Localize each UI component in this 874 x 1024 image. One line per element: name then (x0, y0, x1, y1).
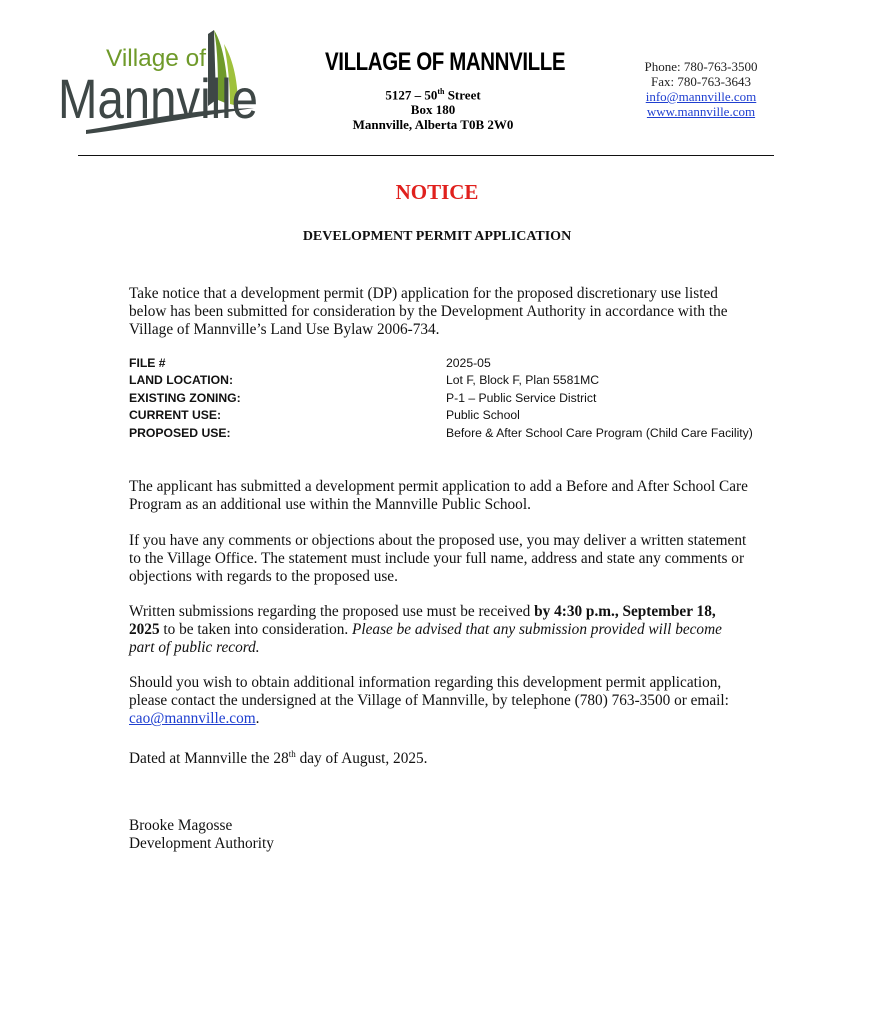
info-email-link[interactable]: info@mannville.com (645, 89, 757, 104)
detail-value: 2025-05 (446, 356, 491, 370)
header-divider (78, 155, 774, 156)
address-city: Mannville, Alberta T0B 2W0 (352, 117, 514, 132)
detail-value: Public School (446, 408, 520, 423)
village-logo (58, 26, 268, 138)
detail-row-existing-zoning (129, 390, 769, 407)
submission-deadline: by 4:30 p.m., September 18, 2025 (129, 603, 716, 639)
contact-email-row (620, 89, 782, 105)
detail-label: EXISTING ZONING: (129, 390, 241, 405)
detail-row-land-location (129, 372, 769, 389)
logo-mannville-text: Mannville (58, 67, 258, 130)
dated-line: Dated at Mannville the 28th day of August, 2025. (129, 749, 428, 768)
contact-paragraph: Should you wish to obtain additional information regarding this development permit application, please contact the undersigned at the Village of Mannville, by telephone (780) 763-3500 or email: cao@mannville.com. (129, 674, 729, 728)
signatory-title: Development Authority (129, 835, 274, 852)
notice-subtitle: DEVELOPMENT PERMIT APPLICATION (302, 229, 572, 244)
detail-value: P-1 – Public Service District (446, 390, 597, 405)
organization-name: VILLAGE OF MANNVILLE (325, 48, 566, 76)
detail-label: LAND LOCATION: (129, 373, 234, 388)
detail-value: Lot F, Block F, Plan 5581MC (446, 373, 600, 388)
cao-email-link[interactable]: cao@mannville.com (129, 710, 256, 728)
address-street: 5127 – 50th Street (385, 87, 481, 103)
address-box: Box 180 (410, 102, 456, 117)
detail-row-file (129, 355, 769, 372)
detail-row-current-use (129, 407, 769, 424)
applicant-paragraph: The applicant has submitted a development permit application to add a Before and After School Care Program as an additional use within the Mannville Public School. (129, 478, 748, 514)
notice-title: NOTICE (395, 180, 479, 204)
submissions-paragraph: Written submissions regarding the proposed use must be received by 4:30 p.m., September 18, 2025 to be taken into consideration. Please be advised that any submission provided will become part of public record. (129, 603, 722, 657)
intro-paragraph: Take notice that a development permit (DP) application for the proposed discretionary use listed below has been submitted for consideration by the Development Authority in accordance with the Village of Mannville’s Land Use Bylaw 2006-734. (129, 285, 728, 339)
detail-label: CURRENT USE: (129, 408, 222, 423)
comments-paragraph: If you have any comments or objections about the proposed use, you may deliver a written statement to the Village Office. The statement must include your full name, address and state any comments or objections with regards to the proposed use. (129, 532, 747, 586)
detail-value: Before & After School Care Program (Child Care Facility) (446, 425, 753, 440)
detail-row-proposed-use (129, 425, 769, 442)
website-row (620, 104, 782, 120)
fax-number: Fax: 780-763-3643 (650, 74, 752, 89)
phone-number: Phone: 780-763-3500 (644, 59, 758, 74)
application-details (129, 355, 769, 442)
signatory-name: Brooke Magosse (129, 817, 233, 834)
detail-label: FILE # (129, 356, 166, 370)
website-link[interactable]: www.mannville.com (646, 104, 756, 119)
detail-label: PROPOSED USE: (129, 425, 231, 440)
public-record-note: Please be advised that any submission provided will become part of public record. (129, 621, 722, 657)
logo-village-of-text: Village of (106, 45, 207, 72)
